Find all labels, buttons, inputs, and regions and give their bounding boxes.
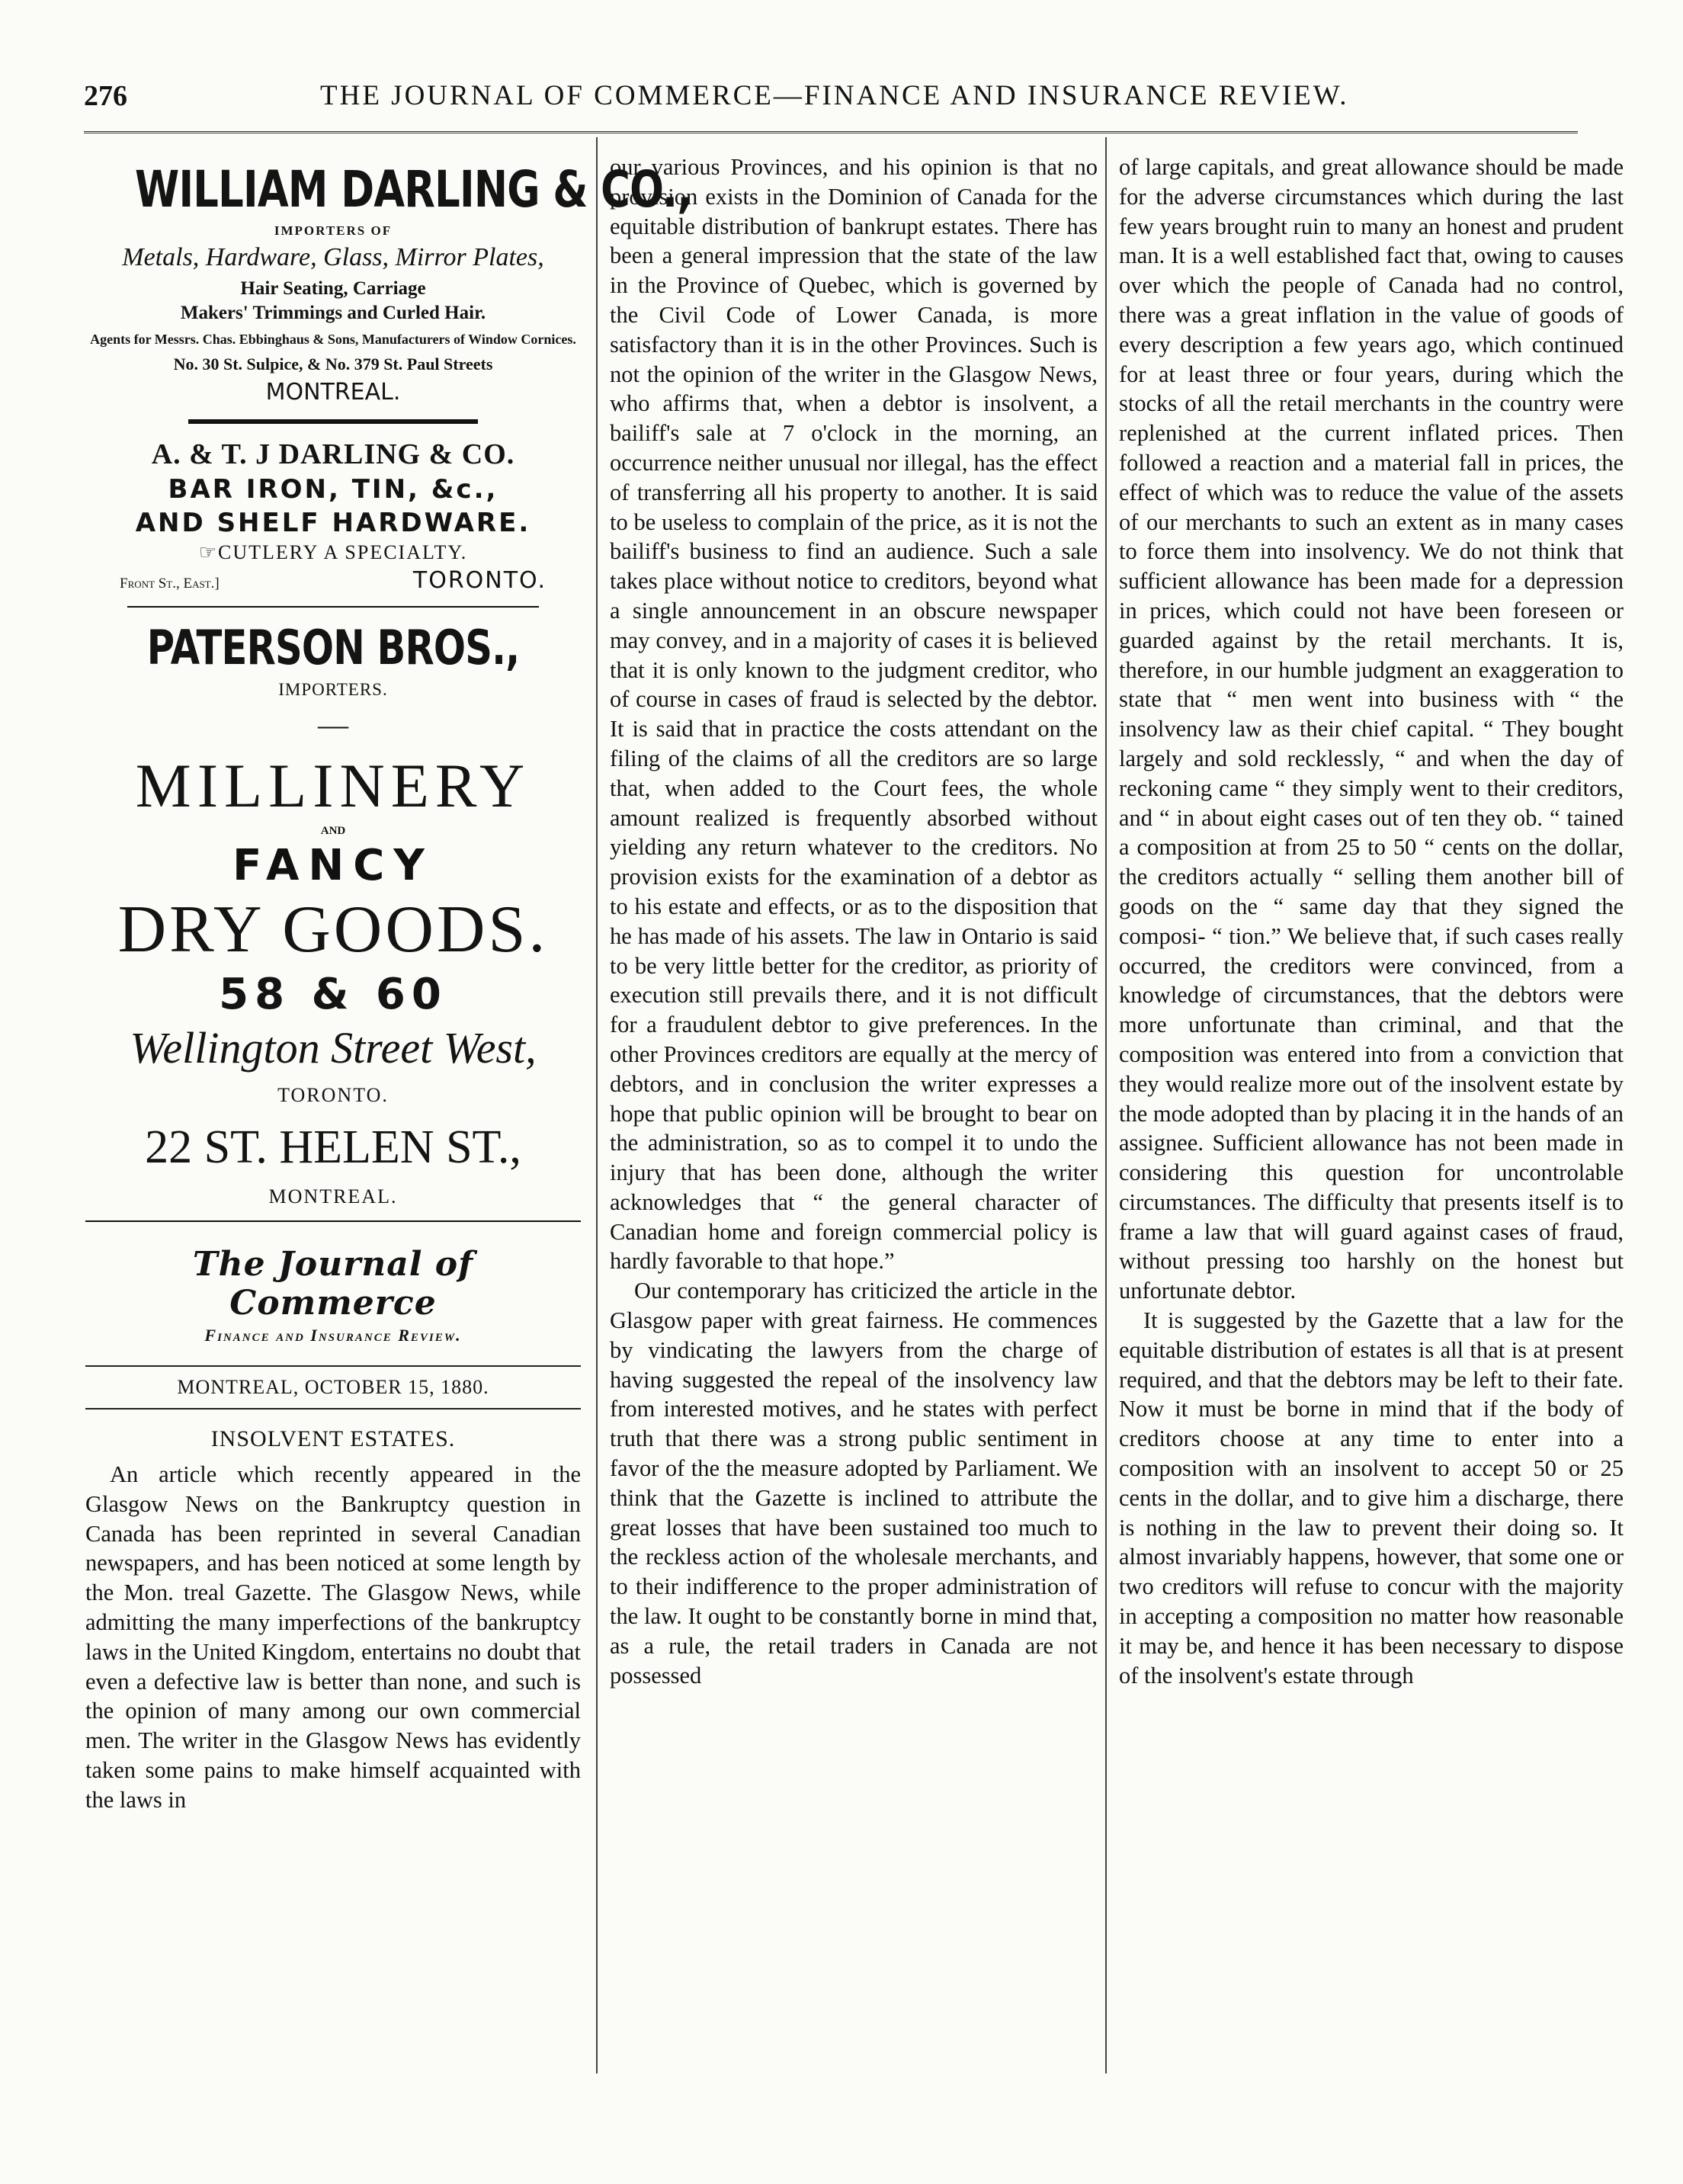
ad-paterson-millinery: MILLINERY [135,751,531,820]
ad-darling-city: MONTREAL. [265,379,401,406]
ad-paterson-dash: — [318,707,348,742]
ad-at-darling [85,438,581,594]
ad-darling-line1: Hair Seating, Carriage [240,278,426,299]
article-paragraph: Our contemporary has criticized the article in the Glasgow paper with great fairness. He commences by vindicating the lawyers from the charge of having suggested the repeal of the insolvency law from interested motives, and he states with perfect truth that there was a strong public sentiment in favor of the the measure adopted by Parliament. We think that the Gazette is inclined to attribute the great losses that have been sustained too much to the reckless action of the wholesale merchants, and to their indifference to the proper administration of the law. It ought to be constantly borne in mind that, as a rule, the retail traders in Canada are not possessed [610,1278,1098,1689]
ad-at-darling-line2: AND SHELF HARDWARE. [135,508,531,538]
article-paragraph: An article which recently appeared in the Glasgow News on the Bankruptcy question in Canada has been reprinted in several Canadian newspapers, and has been noticed at some length by the Mon. treal Gazette. The Glasgow News, while admitting the many imperfections of the bankruptcy laws in the United Kingdom, entertains no doubt that even a defective law is better than none, and such is the opinion of many among our own commercial men. The writer in the Glasgow News has evidently taken some pains to make himself acquainted with the laws in [85,1461,581,1813]
ad-darling-agents: Agents for Messrs. Chas. Ebbinghaus & Sons, Manufacturers of Window Cornices. [90,332,576,347]
page-number: 276 [84,80,127,112]
masthead-dateline: MONTREAL, OCTOBER 15, 1880. [85,1365,581,1409]
ad-darling-name: WILLIAM DARLING & CO., [135,160,692,219]
ad-at-darling-name: A. & T. J DARLING & CO. [151,438,515,470]
article-paragraph: our various Provinces, and his opinion is that no provision exists in the Dominion of Canada for the equitable distribution of bankrupt estates. There has been a general impression that the state of the law in the Province of Quebec, which is governed by the Civil Code of Lower Canada, is more satisfactory than it is in the other Provinces. Such is not the opinion of the writer in the Glasgow News, who affirms that, when a debtor is insolvent, a bailiff's sale at 7 o'clock in the morning, an occurrence neither unusual nor illegal, has the effect of transferring all his property to another. It is said to be useless to complain of the price, as it is not the bailiff's business to find an audience. Such a sale takes place without notice to creditors, beyond what a single announcement in an obscure newspaper may convey, and in a majority of cases it is believed that it is only known to the judgment creditor, who of course in cases of fraud is selected by the debtor. It is said that in practice the costs attendant on the filing of the claims of all the creditors are so large that, when added to the Court fees, the whole amount realized is frequently absorbed without yielding any return whatever to the creditors. No provision exists for the examination of a debtor as to his estate and effects, or as to the disposition that he has made of his assets. The law in Ontario is said to be very little better for the creditor, as priority of execution still prevails there, and it is not difficult for a fraudulent debtor to give preferences. In the other Provinces creditors are equally at the mercy of debtors, and in conclusion the writer expresses a hope that public opinion will be brought to bear on the administration, so as to compel it to undo the injury that has been done, although the writer acknowledges that “ the general character of Canadian home and foreign commercial policy is hardly favorable to that hope.” [610,154,1098,1275]
article-paragraph: of large capitals, and great allowance should be made for the adverse circumstances which during the last few years brought ruin to many an honest and prudent man. It is a well established fact that, owing to causes over which the people of Canada had no control, there was a great inflation in the value of goods of every description a few years ago, which continued for at least three or four years, during which the stocks of all the retail merchants in the country were replenished at the current inflated prices. Then followed a reaction and a material fall in prices, the effect of which was to reduce the value of the assets of our merchants to such an extent as in many cases to force them into insolvency. We do not think that sufficient allowance has been made for a depression in prices, which could not have been foreseen or guarded against by the retail merchants. It is, therefore, in our humble judgment an exaggeration to state that “ men went into business with “ the insolvency law as their chief capital. “ They bought largely and sold recklessly, “ and when the day of reckoning came “ they simply went to their creditors, and “ in about eight cases out of ten they ob. “ tained a composition at from 25 to 50 “ cents on the dollar, the creditors actually “ selling them another bill of goods on the “ same day that they signed the composi- “ tion.” We believe that, if such cases really occurred, the creditors were convinced, from a knowledge of circumstances, that the debtors were more unfortunate than criminal, and that the composition was entered into from a conviction that they would realize more out of the insolvent estate by the mode adopted than by placing it in the hands of an assignee. Sufficient allowance has not been made in considering this question for uncontrolable circumstances. The difficulty that presents itself is to frame a law that will guard against cases of fraud, without pressing too harshly on the honest but unfortunate debtor. [1119,154,1624,1304]
ad-at-darling-city: TORONTO. [412,567,547,594]
ad-paterson-fancy: FANCY [232,841,434,890]
ad-paterson-street: Wellington Street West, [130,1023,537,1073]
masthead-title: The Journal of Commerce [192,1245,474,1323]
article-column-2 [610,152,1098,1690]
article-column-3 [1119,152,1624,1690]
ad-paterson-city1: TORONTO. [277,1084,389,1106]
article-title: INSOLVENT ESTATES. [210,1426,456,1451]
ad-darling-importers: IMPORTERS OF [274,223,393,238]
ad-divider-2 [127,606,539,608]
ad-paterson-address2: 22 ST. HELEN ST., [145,1121,521,1173]
ad-at-darling-specialty: ☞CUTLERY A SPECIALTY. [198,541,468,563]
masthead [85,1245,581,1409]
header-rule [84,131,1578,133]
advertisement-column [85,152,692,1815]
ad-paterson-numbers: 58 & 60 [219,970,447,1019]
running-title: THE JOURNAL OF COMMERCE—FINANCE AND INSURANCE REVIEW. [320,80,1349,111]
article-paragraph: It is suggested by the Gazette that a law for the equitable distribution of estates is all that is at present required, and that the debtors may be left to their fate. Now it must be borne in mind that if the body of creditors choose at any time to enter into a composition with an insolvent to accept 50 or 25 cents in the dollar, and to give him a discharge, there is nothing in the law to prevent their doing so. It almost invariably happens, however, that some one or two creditors will refuse to concur with the majority in accepting a composition no matter how reasonable it may be, and hence it has been necessary to dispose of the insolvent's estate through [1119,1307,1624,1689]
article-column-1 [85,1460,581,1815]
ad-darling-goods: Metals, Hardware, Glass, Mirror Plates, [122,243,544,271]
ad-darling-address: No. 30 St. Sulpice, & No. 379 St. Paul Streets [173,354,493,374]
ad-paterson-bros [85,620,581,1208]
ad-paterson-dry-goods: DRY GOODS. [117,893,549,967]
ad-divider-3 [85,1220,581,1222]
ad-paterson-and: AND [320,825,346,837]
ad-at-darling-line1: BAR IRON, TIN, &c., [168,474,498,505]
page-header [84,79,1578,125]
ad-at-darling-street: Front St., East.] [120,576,220,592]
ad-paterson-city2: MONTREAL. [268,1185,398,1207]
ad-divider-1 [188,419,478,424]
ad-at-darling-address-row [120,567,547,594]
column-rule-1 [596,137,598,2073]
ad-paterson-name: PATERSON BROS., [146,620,520,675]
ad-paterson-importers: IMPORTERS. [278,680,388,699]
masthead-subtitle: Finance and Insurance Review. [204,1326,462,1345]
ad-william-darling [85,160,692,406]
column-rule-2 [1105,137,1107,2073]
ad-darling-line2: Makers' Trimmings and Curled Hair. [180,303,486,323]
